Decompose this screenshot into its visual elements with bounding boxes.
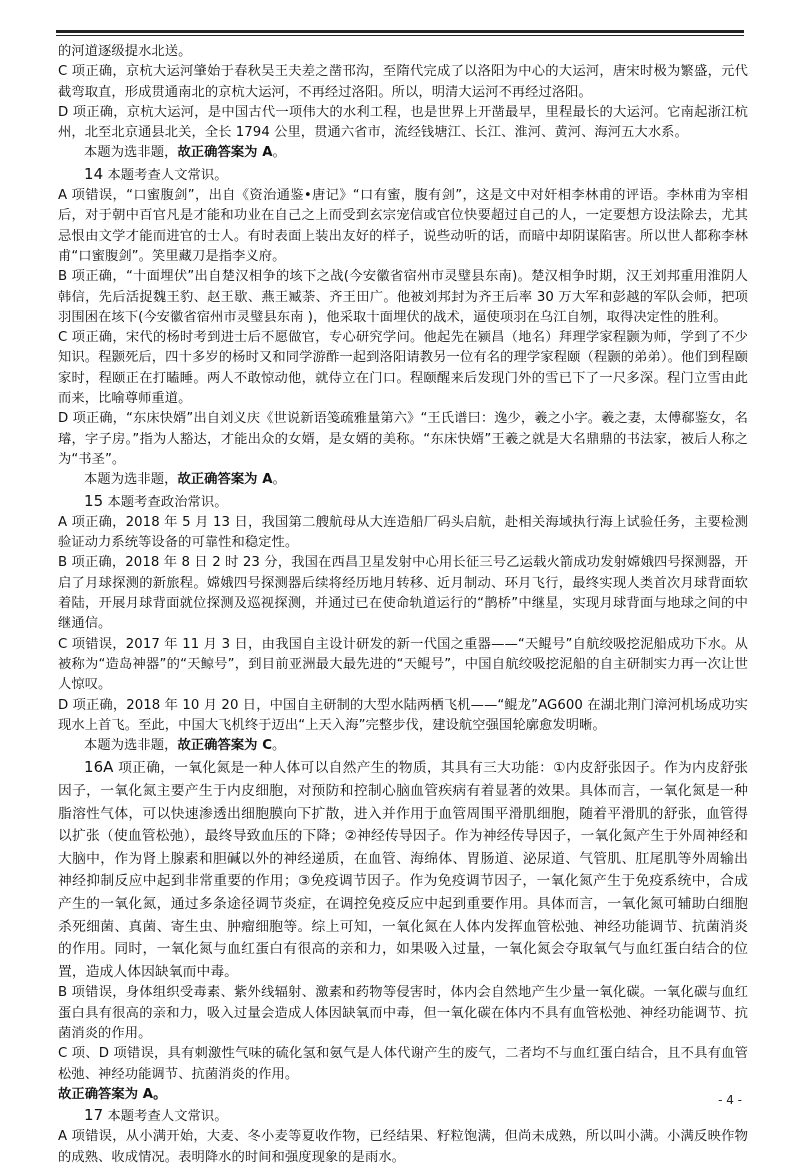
q14-answer: 故正确答案为 A (177, 472, 273, 488)
q15-conclusion: 本题为选非题，故正确答案为 C。 (84, 738, 286, 754)
q13-answer: 故正确答案为 A (177, 145, 273, 161)
q15-option-d: D 项正确，2018 年 10 月 20 日，中国自主研制的大型水陆两栖飞机——“鲲龙”AG600 在湖北荆门漳河机场成功实现水上首飞。至此，中国大飞机终于迈出“上天入海”完整步伐，建设航空强国轮廓愈发明晰。 (58, 697, 748, 733)
q16-option-cd: C 项、D 项错误，具有刺激性气味的硫化氢和氨气是人体代谢产生的废气，二者均不与血红蛋白结合，且不具有血管松弛、神经功能调节、抗菌消炎的作用。 (58, 1046, 748, 1082)
q15-answer: 故正确答案为 C (177, 738, 273, 754)
q17-option-a: A 项错误，从小满开始，大麦、冬小麦等夏收作物，已经结果、籽粒饱满，但尚未成熟，所以叫小满。小满反映作物的成熟、收成情况。表明降水的时间和强度现象的是雨水。 (58, 1129, 748, 1165)
q16-answer: 故正确答案为 A (58, 1086, 154, 1102)
q15-option-b: B 项正确，2018 年 8 日 2 时 23 分，我国在西昌卫星发射中心用长征三号乙运载火箭成功发射嫦娥四号探测器，开启了月球探测的新旅程。嫦娥四号探测器后续将经历地月转移、近月制动、环月飞行，最终实现人类首次月球背面软着陆，开展月球背面就位探测及巡视探测，并通过已在使命轨道运行的“鹊桥”中继星，实现月球背面与地球之间的中继通信。 (58, 555, 748, 632)
q14-option-c: C 项正确，宋代的杨时考到进士后不愿做官，专心研究学问。他起先在颍昌（地名）拜理学家程颢为师，学到了不少知识。程颢死后，四十多岁的杨时又和同学游酢一起到洛阳请教另一位有名的理学家程颐（程颢的弟弟）。他们到程颐家时，程颐正在打瞌睡。两人不敢惊动他，就侍立在门口。程颐醒来后发现门外的雪已下了一尺多深。程门立雪由此而来，比喻尊师重道。 (58, 330, 748, 407)
q14-number: 14 (84, 164, 104, 183)
q16-option-b: B 项错误，身体组织受毒素、紫外线辐射、激素和药物等侵害时，体内会自然地产生少量一氧化碳。一氧化碳与血红蛋白具有很高的亲和力，吸入过量会造成人体因缺氧而中毒，但一氧化碳在体内不具有血管松弛、神经功能调节、抗菌消炎的作用。 (58, 985, 748, 1041)
q15-number: 15 (84, 491, 104, 510)
continuation-text: 的河道逐级提水北送。 (58, 44, 192, 59)
q15-option-c: C 项错误，2017 年 11 月 3 日，由我国自主设计研发的新一代国之重器——“天鲲号”自航绞吸挖泥船成功下水。从被称为“造岛神器”的“天鲸号”，到目前亚洲最大最先进的“天鲲号”，中国自航绞吸挖泥船的自主研制实力再一次让世人惊叹。 (58, 636, 748, 693)
q13-option-d: D 项正确，京杭大运河，是中国古代一项伟大的水利工程，也是世界上开凿最早，里程最长的大运河。它南起浙江杭州，北至北京通县北关，全长 1794 公里，贯通六省市，流经钱塘江、长江、淮河、黄河、海河五大水系。 (58, 104, 748, 141)
q14-option-d: D 项正确，“东床快婿”出自刘义庆《世说新语笺疏雅量第六》“王氏谱曰：逸少，羲之小字。羲之妻，太傅郗鉴女，名璿，字子房。”指为人豁达，才能出众的女婿，是女婿的美称。“东床快婿”王羲之就是大名鼎鼎的书法家，被后人称之为“书圣”。 (58, 411, 748, 467)
q14-option-b: B 项正确，“十面埋伏”出自楚汉相争的垓下之战(今安徽省宿州市灵璧县东南)。楚汉相争时期，汉王刘邦重用淮阴人韩信，先后活捉魏王豹、赵王歇、燕王臧荼、齐王田广。他被刘邦封为齐王后率 30 万大军和彭越的军队会师，把项羽围困在垓下(今安徽省宿州市灵璧县东南 )，他采取十面埋伏的战术，逼使项羽在乌江自刎，取得决定性的胜利。 (58, 269, 748, 325)
q14-conclusion: 本题为选非题，故正确答案为 A。 (84, 472, 286, 488)
page-number: - 4 - (718, 1093, 742, 1107)
header-rule-thin (56, 35, 744, 36)
q17-heading: 17 本题考查人文常识。 (84, 1106, 228, 1125)
q16-number: 16A (84, 758, 114, 777)
answer-explanations (58, 42, 748, 1168)
q14-option-a: A 项错误，“口蜜腹剑”，出自《资治通鉴•唐记》“口有蜜，腹有剑”，这是文中对奸相李林甫的评语。李林甫为宰相后，对于朝中百官凡是才能和功业在自己之上而受到玄宗宠信或官位快要超过自己的人，一定要想方设法除去，尤其忌恨由文学才能而进官的士人。有时表面上装出友好的样子，说些动听的话，而暗中却阴谋陷害。所以世人都称李林甫“口蜜腹剑”。笑里藏刀是指李义府。 (58, 188, 748, 264)
q14-heading: 14 本题考查人文常识。 (84, 164, 228, 183)
q15-heading: 15 本题考查政治常识。 (84, 491, 228, 510)
q15-option-a: A 项正确，2018 年 5 月 13 日，我国第二艘航母从大连造船厂码头启航，赴相关海域执行海上试验任务，主要检测验证动力系统等设备的可靠性和稳定性。 (58, 514, 748, 551)
header-rule-thick (56, 30, 744, 33)
q16-option-a: 16A 项正确，一氧化氮是一种人体可以自然产生的物质，其具有三大功能：①内皮舒张因子。作为内皮舒张因子，一氧化氮主要产生于内皮细胞，对预防和控制心脑血管疾病有着显著的效果。具体而言，一氧化氮是一种脂溶性气体，可以快速渗透出细胞膜向下扩散，进入并作用于血管周围平滑肌细胞，随着平滑肌的舒张，血管得以扩张（使血管松弛），最终导致血压的下降；②神经传导因子。作为神经传导因子，一氧化氮产生于外周神经和大脑中，作为肾上腺素和胆碱以外的神经递质，在血管、海绵体、胃肠道、泌尿道、气管肌、肛尾肌等外周输出神经抑制反应中起到非常重要的作用；③免疫调节因子。作为免疫调节因子，一氧化氮产生于免疫系统中，合成产生的一氧化氮，通过多条途径调节炎症，在调控免疫反应中起到重要作用。具体而言，一氧化氮可辅助白细胞杀死细菌、真菌、寄生虫、肿瘤细胞等。综上可知，一氧化氮在人体内发挥血管松弛、神经功能调节、抗菌消炎的作用。同时，一氧化氮与血红蛋白有很高的亲和力，如果吸入过量，一氧化氮会夺取氧气与血红蛋白结合的位置，造成人体因缺氧而中毒。 (58, 758, 748, 980)
q13-option-c: C 项正确，京杭大运河肇始于春秋吴王夫差之凿邗沟，至隋代完成了以洛阳为中心的大运河，唐宋时极为繁盛，元代截弯取直，形成贯通南北的京杭大运河，不再经过洛阳。所以，明清大运河不再经过洛阳。 (58, 64, 748, 100)
q13-conclusion: 本题为选非题，故正确答案为 A。 (84, 145, 286, 161)
q16-conclusion: 故正确答案为 A。 (58, 1086, 167, 1102)
q17-number: 17 (84, 1106, 104, 1125)
